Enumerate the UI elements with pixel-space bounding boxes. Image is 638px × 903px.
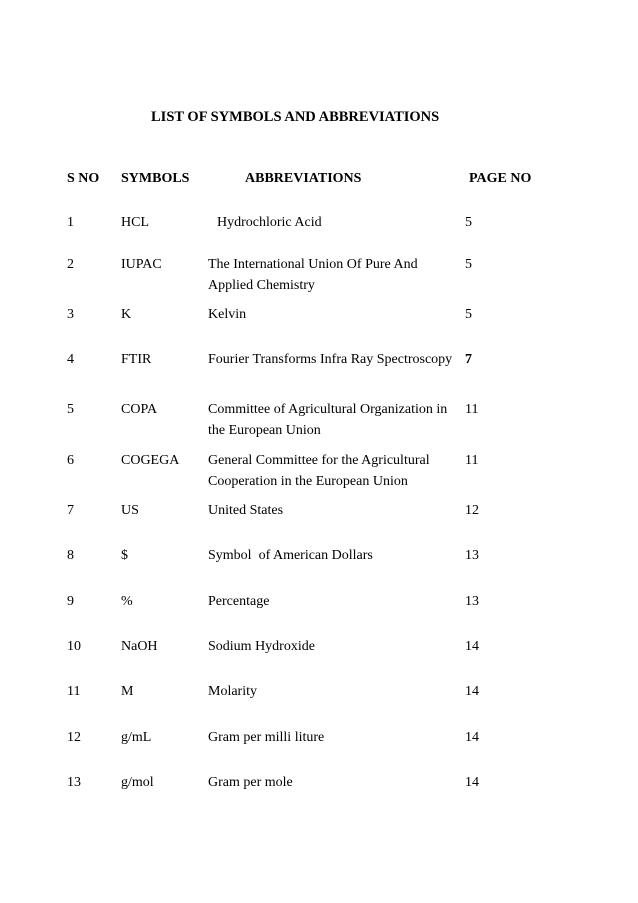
row-page: 5 [465,257,472,272]
row-symbol: M [121,684,134,699]
row-page: 13 [465,594,479,609]
row-sno: 10 [67,639,81,654]
row-abbreviation: United States [208,503,284,518]
row-abbreviation: Committee of Agricultural Organization in the European Union [208,402,448,438]
header-page-no: PAGE NO [469,171,532,186]
row-symbol: COPA [121,402,158,417]
row-abbreviation: Sodium Hydroxide [208,639,315,654]
row-sno: 3 [67,307,74,322]
row-sno: 5 [67,402,74,417]
row-sno: 13 [67,775,81,790]
row-page: 5 [465,215,472,230]
row-page: 14 [465,639,479,654]
row-page: 14 [465,684,479,699]
header-sno: S NO [67,171,100,186]
row-page: 13 [465,548,479,563]
row-sno: 1 [67,215,74,230]
row-sno: 11 [67,684,81,699]
row-page: 11 [465,453,479,468]
row-abbreviation: General Committee for the Agricultural Cooperation in the European Union [208,453,430,489]
row-symbol: $ [121,548,128,563]
row-symbol: g/mol [121,775,154,790]
row-sno: 8 [67,548,74,563]
row-symbol: HCL [121,215,149,230]
row-abbreviation: Fourier Transforms Infra Ray Spectroscopy [208,352,453,367]
header-abbreviations: ABBREVIATIONS [245,171,362,186]
row-page: 12 [465,503,479,518]
row-abbreviation: The International Union Of Pure And Applied Chemistry [208,257,418,293]
row-page: 5 [465,307,472,322]
row-abbreviation: Gram per mole [208,775,293,790]
row-sno: 6 [67,453,74,468]
row-abbreviation: Hydrochloric Acid [217,215,322,230]
row-symbol: % [121,594,133,609]
header-symbols: SYMBOLS [121,171,190,186]
page-title: LIST OF SYMBOLS AND ABBREVIATIONS [151,109,440,125]
row-symbol: g/mL [121,730,152,745]
table-header [0,171,638,191]
row-symbol: US [121,503,139,518]
row-abbreviation: Molarity [208,684,257,699]
row-page: 11 [465,402,479,417]
row-symbol: NaOH [121,639,158,654]
row-symbol: FTIR [121,352,152,367]
row-symbol: K [121,307,132,322]
row-page: 7 [465,352,472,367]
row-abbreviation: Gram per milli liture [208,730,325,745]
row-symbol: COGEGA [121,453,180,468]
row-sno: 4 [67,352,74,367]
row-abbreviation: Percentage [208,594,270,609]
row-sno: 2 [67,257,74,272]
row-sno: 9 [67,594,74,609]
row-sno: 7 [67,503,74,518]
row-abbreviation: Symbol of American Dollars [208,548,373,563]
row-page: 14 [465,730,479,745]
row-symbol: IUPAC [121,257,162,272]
row-sno: 12 [67,730,81,745]
row-page: 14 [465,775,479,790]
row-abbreviation: Kelvin [208,307,247,322]
